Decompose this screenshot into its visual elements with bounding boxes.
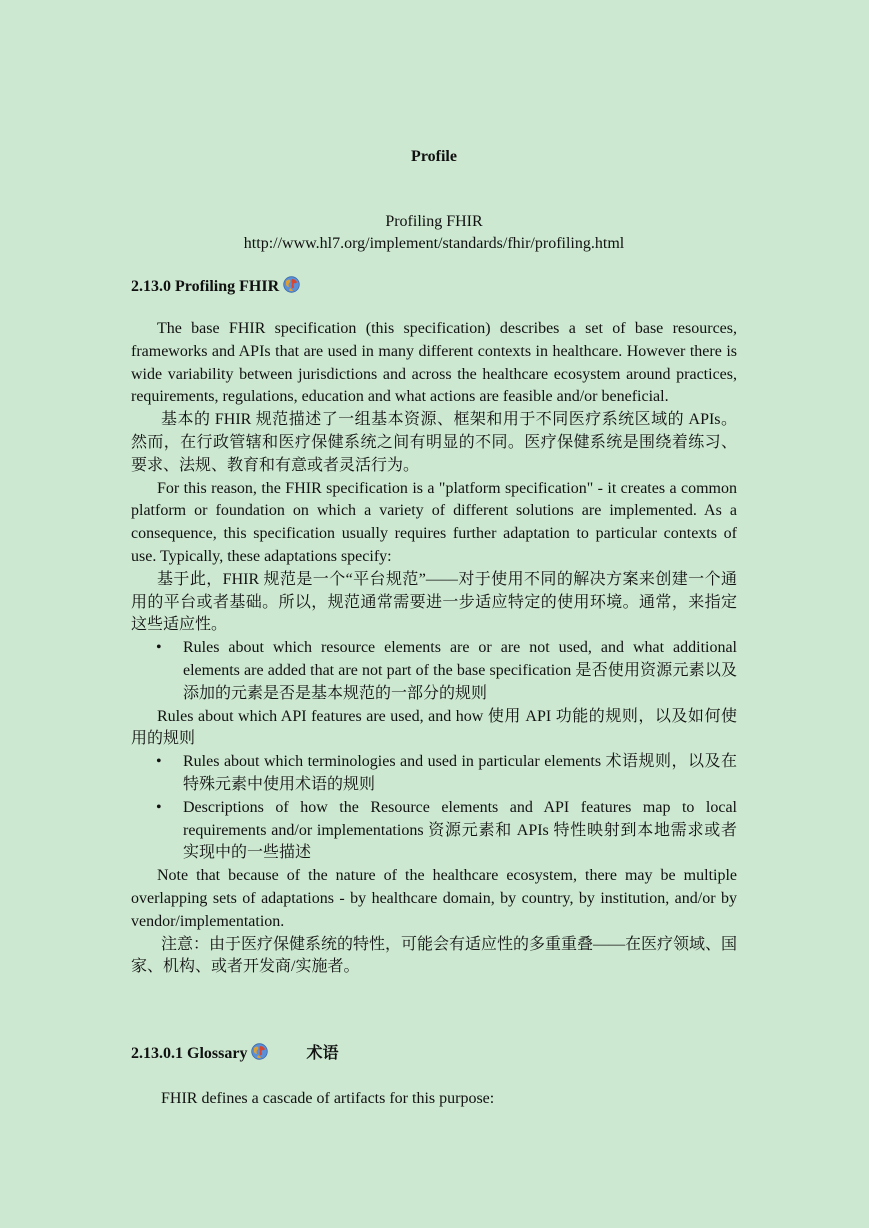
list-item: • Descriptions of how the Resource elements and API features map to local requirements and/or implementations 资源元素和 APIs 特性映射到本地需求或者实现中的一些描述	[156, 798, 737, 862]
section-heading-cn: 术语	[306, 1045, 339, 1062]
paragraph-cn: 基本的 FHIR 规范描述了一组基本资源、框架和用于不同医疗系统区域的 APIs。然而，在行政管辖和医疗保健系统之间有明显的不同。医疗保健系统是围绕着练习、要求、法规、教育和有意或者灵活行为。	[131, 411, 737, 474]
bullet-list	[131, 637, 737, 705]
bullet-dot: •	[156, 639, 162, 657]
section-heading-text: 2.13.0 Profiling FHIR	[131, 278, 280, 295]
page-title: Profile	[411, 148, 457, 165]
list-item: • Rules about which terminologies and used in particular elements 术语规则，以及在特殊元素中使用术语的规则	[156, 753, 737, 793]
section-body	[131, 318, 737, 979]
source-reference	[131, 211, 737, 255]
bullet-list	[131, 751, 737, 865]
bullet-dot: •	[156, 753, 162, 771]
paragraph-cn: 注意：由于医疗保健系统的特性，可能会有适应性的多重重叠——在医疗领域、国家、机构、或者开发商/实施者。	[131, 935, 738, 976]
globe-icon[interactable]	[283, 276, 300, 293]
bullet-dot: •	[156, 798, 162, 816]
paragraph-en: Rules about which API features are used, and how 使用 API 功能的规则，以及如何使用的规则	[131, 707, 737, 748]
source-title: Profiling FHIR	[385, 213, 483, 230]
paragraph-cn: 基于此，FHIR 规范是一个“平台规范”——对于使用不同的解决方案来创建一个通用的平台或者基础。所以，规范通常需要进一步适应特定的使用环境。通常，来指定这些适应性。	[131, 570, 737, 634]
section-heading-glossary	[131, 1043, 338, 1064]
paragraph-en: Note that because of the nature of the healthcare ecosystem, there may be multiple overlapping sets of adaptations - by healthcare domain, by country, by institution, and/or by vendor/implementation.	[131, 867, 737, 930]
source-url[interactable]: http://www.hl7.org/implement/standards/fhir/profiling.html	[243, 235, 625, 252]
paragraph-en: FHIR defines a cascade of artifacts for this purpose:	[161, 1090, 495, 1107]
section-heading-text: 2.13.0.1 Glossary	[131, 1045, 248, 1062]
list-item: • Rules about which resource elements are or are not used, and what additional elements are added that are not part of the base specification 是否使用资源元素以及添加的元素是否是基本规范的一部分的规则	[156, 639, 737, 702]
section-heading-profiling	[131, 276, 300, 297]
paragraph-en: The base FHIR specification (this specification) describes a set of base resources, frameworks and APIs that are used in many different contexts in healthcare. However there is wide variability between jurisdictions and across the healthcare ecosystem around practices, requirements, regulations, education and what actions are feasible and/or beneficial.	[131, 320, 737, 406]
globe-icon[interactable]	[251, 1043, 268, 1060]
paragraph-en: For this reason, the FHIR specification is a "platform specification" - it creates a common platform or foundation on which a variety of different solutions are implemented. As a consequence, this specification usually requires further adaptation to particular contexts of use. Typically, these adaptations specify:	[131, 479, 737, 565]
